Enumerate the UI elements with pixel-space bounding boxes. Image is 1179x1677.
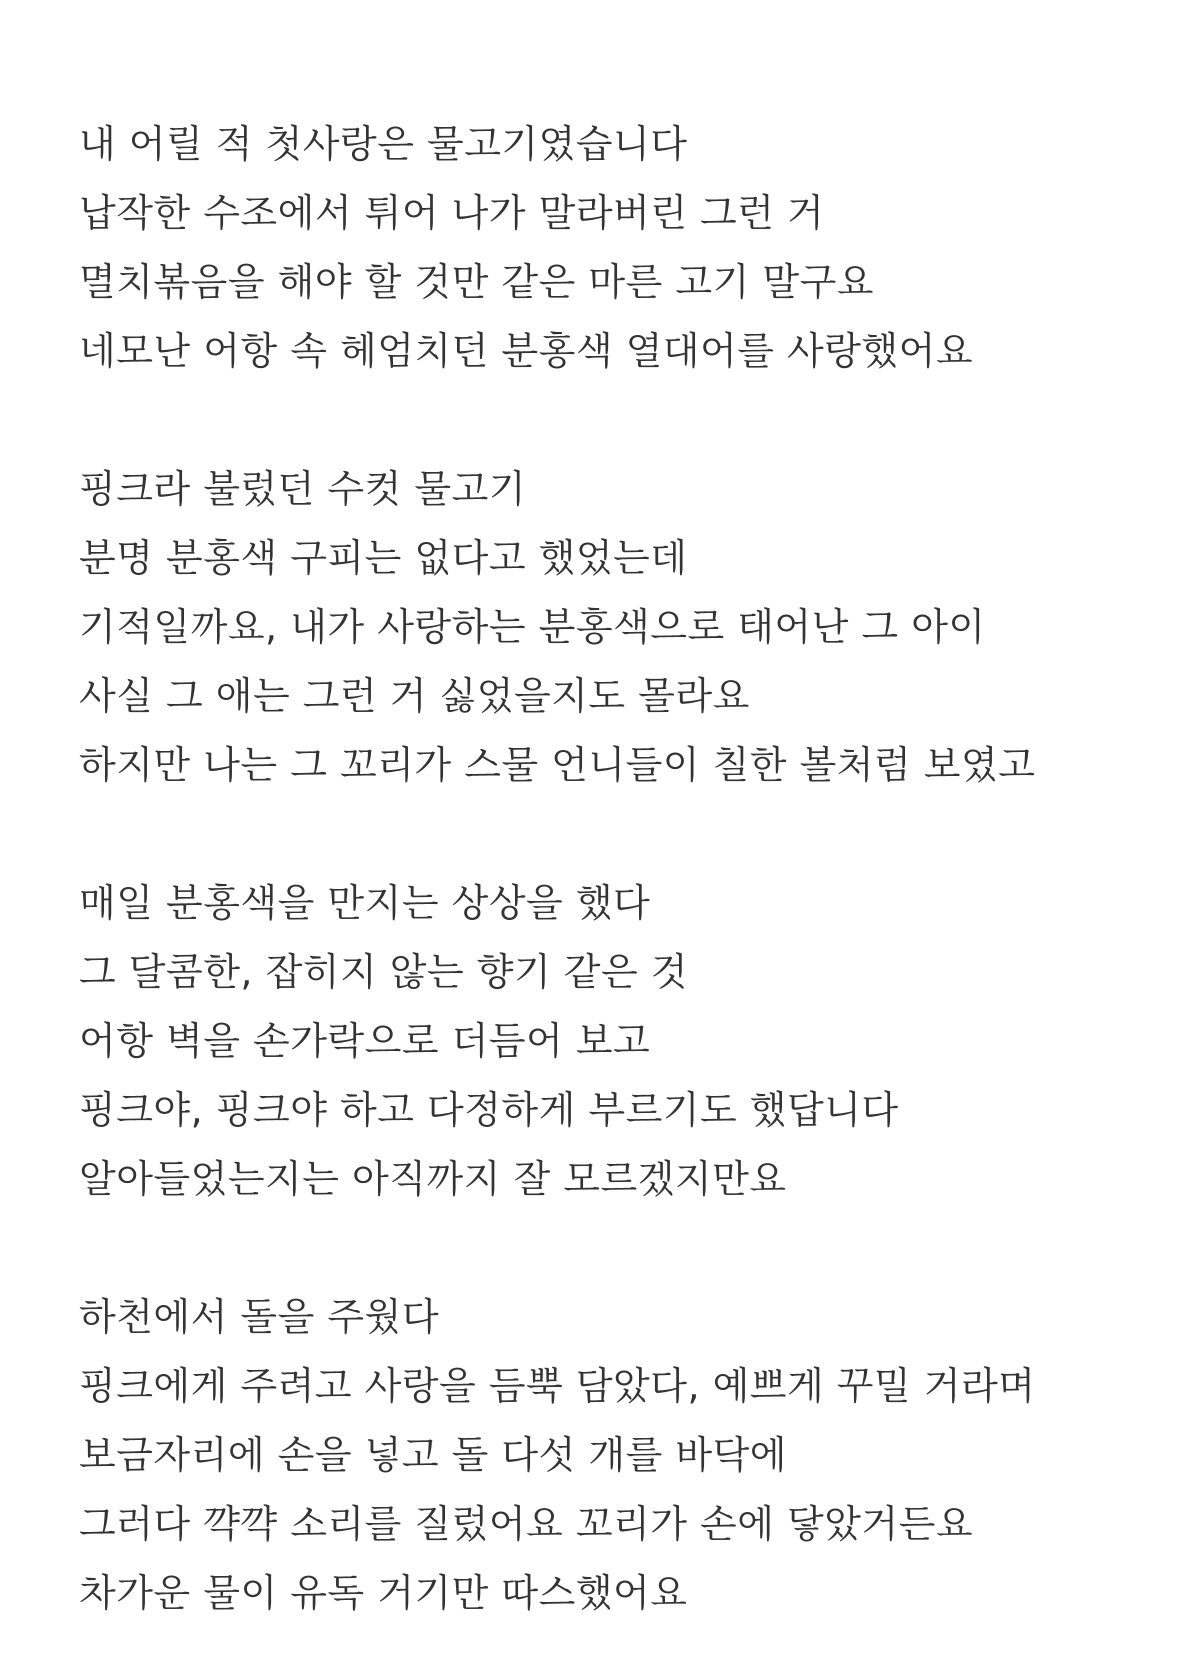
- stanza-1: [79, 110, 1139, 386]
- poem-line: 차가운 물이 유독 거기만 따스했어요: [79, 1571, 688, 1615]
- poem-line: 기적일까요, 내가 사랑하는 분홍색으로 태어난 그 아이: [79, 605, 986, 649]
- stanza-4: [79, 1283, 1139, 1628]
- poem-line: 어항 벽을 손가락으로 더듬어 보고: [79, 1019, 651, 1063]
- poem-line: 그러다 꺅꺅 소리를 질렀어요 꼬리가 손에 닿았거든요: [79, 1502, 974, 1546]
- poem-line: 사실 그 애는 그런 거 싫었을지도 몰라요: [79, 674, 750, 718]
- stanza-2: [79, 455, 1139, 800]
- poem-line: 하천에서 돌을 주웠다: [79, 1295, 440, 1339]
- poem-line: 멸치볶음을 해야 할 것만 같은 마른 고기 말구요: [79, 260, 875, 304]
- poem-line: 네모난 어항 속 헤엄치던 분홍색 열대어를 사랑했어요: [79, 329, 974, 373]
- poem-line: 내 어릴 적 첫사랑은 물고기였습니다: [79, 122, 688, 166]
- poem-text: [79, 110, 1139, 1628]
- poem-line: 그 달콤한, 잡히지 않는 향기 같은 것: [79, 950, 688, 994]
- poem-line: 알아들었는지는 아직까지 잘 모르겠지만요: [79, 1157, 787, 1201]
- poem-line: 핑크라 불렀던 수컷 물고기: [79, 467, 527, 511]
- stanza-3: [79, 869, 1139, 1214]
- poem-line: 납작한 수조에서 튀어 나가 말라버린 그런 거: [79, 191, 825, 235]
- poem-line: 하지만 나는 그 꼬리가 스물 언니들이 칠한 볼처럼 보였고: [79, 743, 1036, 787]
- poem-line: 매일 분홍색을 만지는 상상을 했다: [79, 881, 651, 925]
- poem-line: 분명 분홍색 구피는 없다고 했었는데: [79, 536, 688, 580]
- poem-line: 핑크야, 핑크야 하고 다정하게 부르기도 했답니다: [79, 1088, 899, 1132]
- poem-line: 보금자리에 손을 넣고 돌 다섯 개를 바닥에: [79, 1433, 788, 1477]
- poem-line: 핑크에게 주려고 사랑을 듬뿍 담았다, 예쁘게 꾸밀 거라며: [79, 1364, 1036, 1408]
